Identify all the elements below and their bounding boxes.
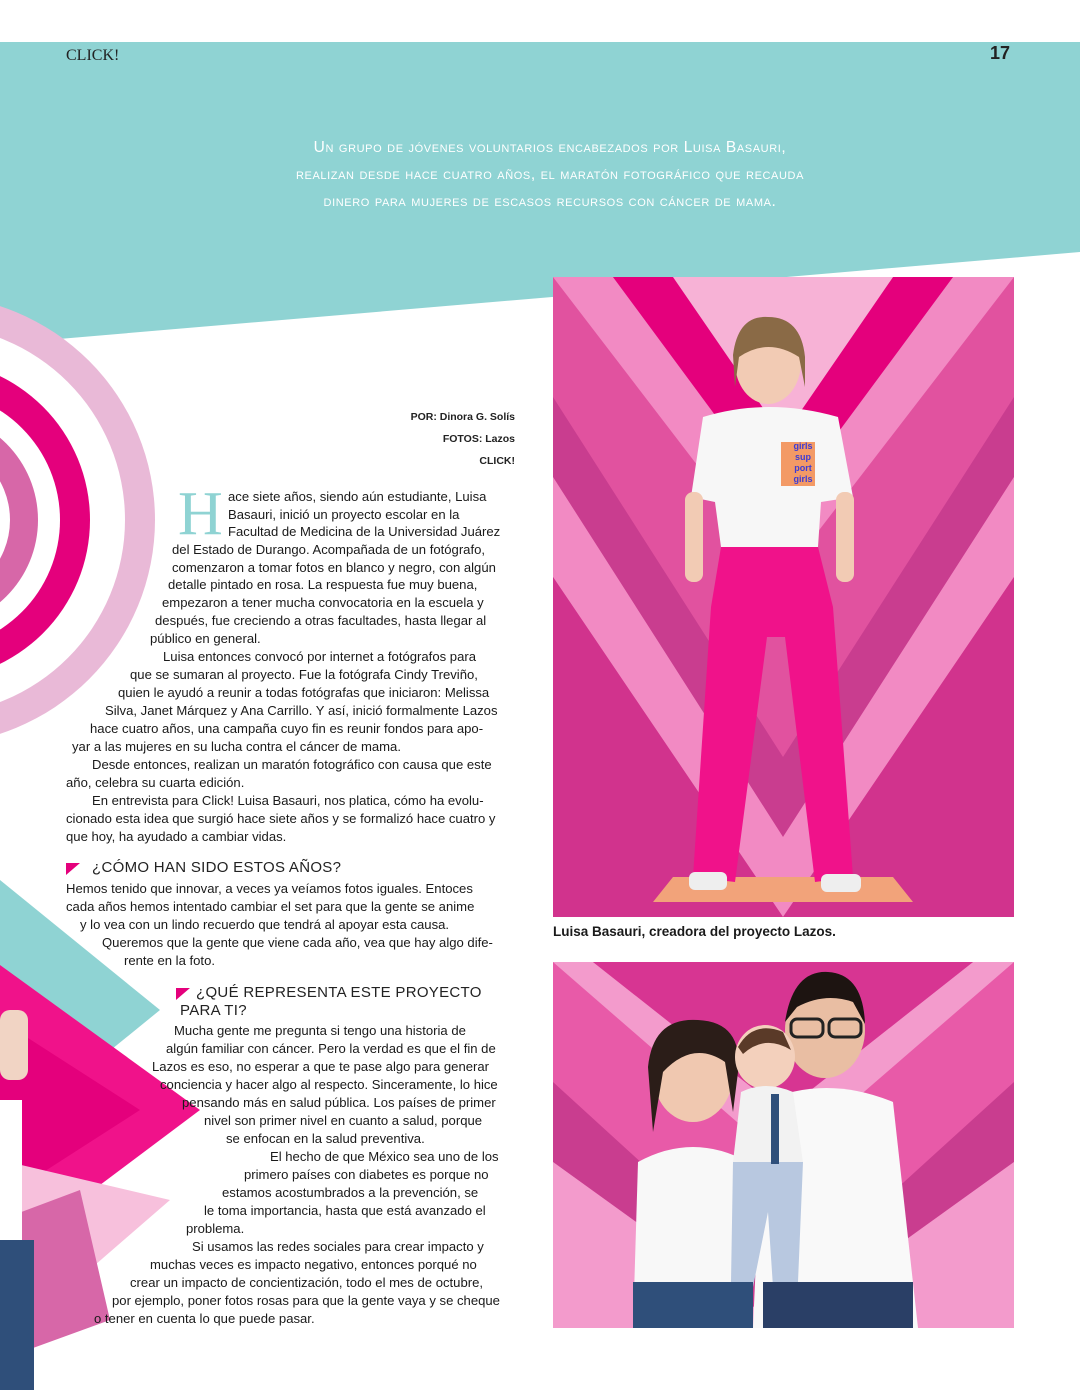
answer-line: o tener en cuenta lo que puede pasar. [94, 1311, 315, 1326]
answer-line: algún familiar con cáncer. Pero la verdad es que el fin de [166, 1041, 496, 1056]
answer-line: Si usamos las redes sociales para crear impacto y [192, 1239, 484, 1254]
page-header [0, 0, 1080, 42]
answer-line: nivel son primer nivel en cuanto a salud, porque [204, 1113, 483, 1128]
question-heading: ¿QUÉ REPRESENTA ESTE PROYECTO [196, 984, 482, 1001]
photo-luisa-basauri [553, 277, 1014, 917]
drop-cap: H [178, 480, 223, 548]
photo-caption: Luisa Basauri, creadora del proyecto Lazos. [553, 924, 836, 939]
intro-line: Basauri, inició un proyecto escolar en la [228, 507, 460, 522]
answer-line: Hemos tenido que innovar, a veces ya veíamos fotos iguales. Entoces [66, 881, 473, 896]
answer-line: y lo vea con un lindo recuerdo que tendrá al apoyar esta causa. [80, 917, 450, 932]
pink-ribbon-graphic [0, 220, 170, 860]
intro-line: que se sumaran al proyecto. Fue la fotógrafa Cindy Treviño, [130, 667, 478, 682]
magazine-name: CLICK! [66, 47, 120, 64]
answer-line: Mucha gente me pregunta si tengo una historia de [174, 1023, 466, 1038]
intro-line: del Estado de Durango. Acompañada de un fotógrafo, [172, 542, 486, 557]
answer-line: muchas veces es impacto negativo, entonces porqué no [150, 1257, 477, 1272]
deck-line: realizan desde hace cuatro años, el maratón fotográfico que recauda [295, 166, 805, 183]
deck-line: dinero para mujeres de escasos recursos con cáncer de mama. [323, 193, 777, 210]
answer-line: Lazos es eso, no esperar a que te pase algo para generar [152, 1059, 490, 1074]
shirt-print-line: sup [794, 452, 811, 462]
page-number: 17 [990, 43, 1011, 63]
shirt-print-line: girls [793, 441, 813, 451]
answer-line: se enfocan en la salud preventiva. [226, 1131, 425, 1146]
intro-line: Facultad de Medicina de la Universidad Juárez [228, 524, 501, 539]
intro-line: hace cuatro años, una campaña cuyo fin es reunir fondos para apo- [90, 721, 484, 736]
photo-family [553, 962, 1014, 1328]
photo-family-illustration [553, 962, 1014, 1328]
intro-line: que hoy, ha ayudado a cambiar vidas. [66, 829, 287, 844]
question-heading: ¿CÓMO HAN SIDO ESTOS AÑOS? [92, 859, 342, 876]
question-heading: PARA TI? [180, 1002, 247, 1019]
intro-line: quien le ayudó a reunir a todas fotógrafas que iniciaron: Melissa [118, 685, 490, 700]
shirt-print-line: girls [793, 474, 813, 484]
intro-line: año, celebra su cuarta edición. [66, 775, 245, 790]
intro-line: cionado esta idea que surgió hace siete años y se formalizó hace cuatro y [66, 811, 496, 826]
byline-author: POR: Dinora G. Solís [410, 411, 515, 423]
answer-line: El hecho de que México sea uno de los [270, 1149, 499, 1164]
answer-line: rente en la foto. [124, 953, 215, 968]
intro-line: Desde entonces, realizan un maratón fotográfico con causa que este [92, 757, 492, 772]
intro-line: Silva, Janet Márquez y Ana Carrillo. Y así, inició formalmente Lazos [105, 703, 498, 718]
intro-line: detalle pintado en rosa. La respuesta fue muy buena, [168, 577, 478, 592]
deck-line: Un grupo de jóvenes voluntarios encabezados por Luisa Basauri, [313, 139, 787, 156]
intro-line: Luisa entonces convocó por internet a fotógrafos para [163, 649, 476, 664]
answer-line: cada años hemos intentado cambiar el set para que la gente se anime [66, 899, 475, 914]
answer-line: Queremos que la gente que viene cada año, vea que hay algo dife- [102, 935, 493, 950]
answer-line: por ejemplo, poner fotos rosas para que la gente vaya y se cheque [112, 1293, 500, 1308]
intro-line: después, fue creciendo a otras facultades, hasta llegar al [155, 613, 487, 628]
shirt-print [783, 441, 823, 485]
intro-line: empezaron a tener mucha convocatoria en la escuela y [162, 595, 484, 610]
intro-line: ace siete años, siendo aún estudiante, Luisa [228, 489, 487, 504]
photo-luisa-illustration [553, 277, 1014, 917]
answer-line: estamos acostumbrados a la prevención, se [222, 1185, 479, 1200]
byline [411, 406, 515, 472]
shirt-print-line: port [794, 463, 812, 473]
byline-source: CLICK! [479, 455, 515, 467]
byline-photos: FOTOS: Lazos [442, 433, 515, 445]
answer-line: crear un impacto de concientización, todo el mes de octubre, [130, 1275, 484, 1290]
intro-line: comenzaron a tomar fotos en blanco y negro, con algún [172, 560, 496, 575]
intro-line: En entrevista para Click! Luisa Basauri, nos platica, cómo ha evolu- [92, 793, 484, 808]
intro-line: yar a las mujeres en su lucha contra el cáncer de mama. [72, 739, 401, 754]
answer-line: problema. [186, 1221, 245, 1236]
answer-line: le toma importancia, hasta que está avanzado el [204, 1203, 486, 1218]
intro-line: público en general. [150, 631, 261, 646]
answer-line: primero países con diabetes es porque no [244, 1167, 489, 1182]
answer-line: pensando más en salud pública. Los países de primer [182, 1095, 496, 1110]
cropped-photo-fragment [0, 1010, 40, 1390]
article-deck [220, 134, 880, 215]
answer-line: conciencia y hacer algo al respecto. Sinceramente, lo hice [160, 1077, 498, 1092]
